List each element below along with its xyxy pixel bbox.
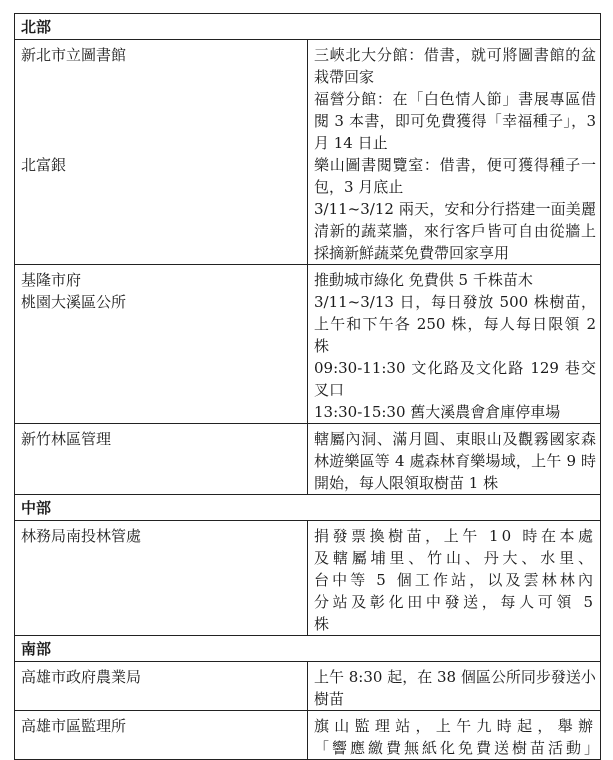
- organization-cell: [15, 265, 308, 424]
- organization-name: 新竹林區管理: [15, 424, 308, 495]
- activity-cell: [308, 40, 601, 265]
- section-heading: 南部: [15, 636, 601, 662]
- organization-name: 新北市立圖書館: [21, 46, 127, 64]
- organization-cell: [15, 40, 308, 265]
- table-row: [15, 40, 601, 265]
- activity-table: [14, 13, 601, 760]
- section-header-south: [15, 636, 601, 662]
- activity-text: 轄屬內洞、滿月圓、東眼山及觀霧國家森林遊樂區等 4 處森林育樂場域，上午 9 時開始，每人限領取樹苗 1 株: [308, 424, 601, 495]
- table-row: [15, 265, 601, 424]
- activity-text: 旗山監理站，上午九時起，舉辦「響應繳費無紙化免費送樹苗活動」: [308, 711, 601, 760]
- table-row: [15, 662, 601, 711]
- activity-line: 3/11~3/12 兩天，安和分行搭建一面美麗清新的蔬菜牆，來行客戶皆可自由從牆上採摘新鮮蔬菜免費帶回家享用: [314, 200, 596, 262]
- table-row: [15, 521, 601, 636]
- activity-cell: [308, 265, 601, 424]
- section-heading: 北部: [15, 14, 601, 40]
- activity-line: 13:30-15:30 舊大溪農會倉庫停車場: [314, 403, 561, 421]
- activity-line: 09:30-11:30 文化路及文化路 129 巷交叉口: [314, 359, 596, 399]
- activity-line: 福營分館：在「白色情人節」書展專區借閱 3 本書，即可免費獲得「幸福種子」，3 月 14 日止: [314, 90, 596, 152]
- organization-name: 林務局南投林管處: [15, 521, 308, 636]
- section-heading: 中部: [15, 495, 601, 521]
- organization-name: 北富銀: [21, 156, 67, 174]
- table-row: [15, 711, 601, 760]
- section-header-central: [15, 495, 601, 521]
- section-header-north: [15, 14, 601, 40]
- activity-line: 三峽北大分館：借書，就可將圖書館的盆栽帶回家: [314, 46, 596, 86]
- activity-line: 推動城市綠化 免費供 5 千株苗木: [314, 271, 533, 289]
- organization-name: 桃園大溪區公所: [21, 293, 127, 311]
- activity-text: 捐發票換樹苗，上午 10 時在本處及轄屬埔里、竹山、丹大、水里、台中等 5 個工作站，以及雲林林內分站及彰化田中發送，每人可領 5 株: [308, 521, 601, 636]
- activity-line: 樂山圖書閱覽室：借書，便可獲得種子一包，3 月底止: [314, 156, 596, 196]
- organization-name: 基隆市府: [21, 271, 82, 289]
- table-row: [15, 424, 601, 495]
- activity-text: 上午 8:30 起，在 38 個區公所同步發送小樹苗: [308, 662, 601, 711]
- activity-line: 3/11~3/13 日，每日發放 500 株樹苗，上午和下午各 250 株，每人每日限領 2 株: [314, 293, 596, 355]
- organization-name: 高雄市區監理所: [15, 711, 308, 760]
- organization-name: 高雄市政府農業局: [15, 662, 308, 711]
